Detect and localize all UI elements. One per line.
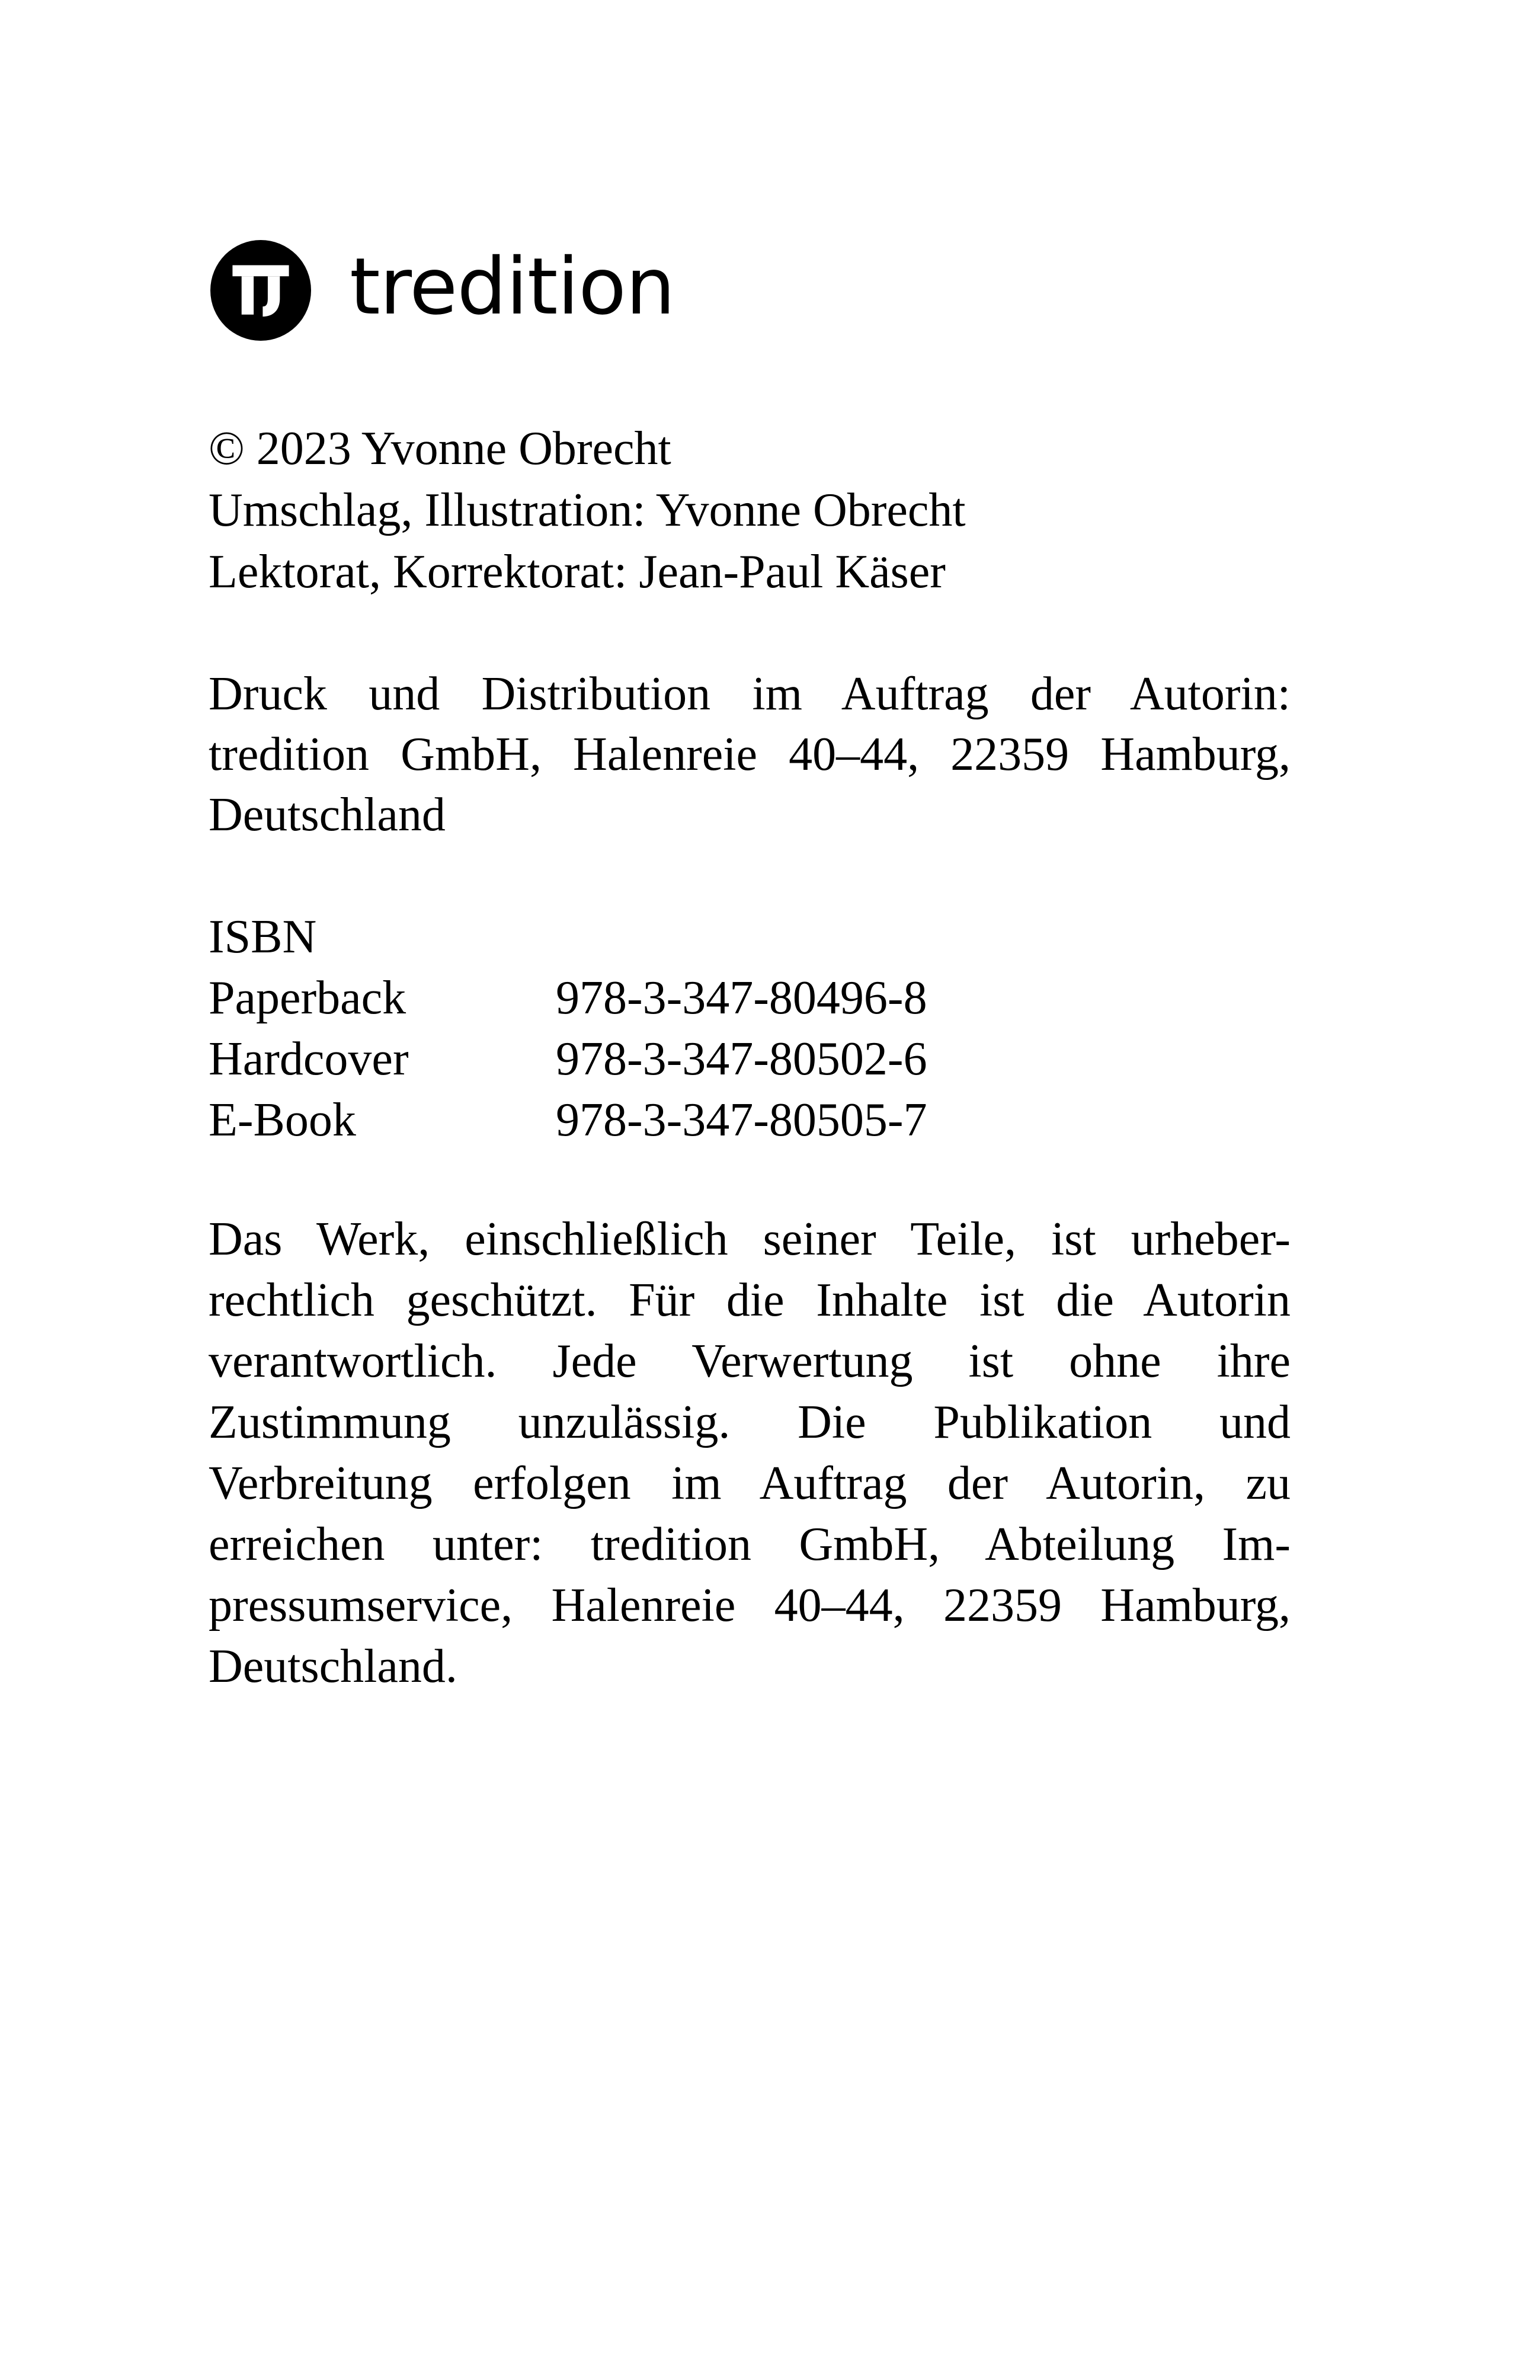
- cover-credit-line: Umschlag, Illustration: Yvonne Obrecht: [209, 484, 966, 536]
- isbn-format: Paperback: [209, 972, 406, 1024]
- isbn-row: [209, 1029, 1291, 1090]
- legal-line: rechtlich geschützt. Für die Inhalte ist die Autorin: [209, 1274, 1291, 1326]
- isbn-format: E-Book: [209, 1094, 356, 1146]
- legal-line: Das Werk, einschließlich seiner Teile, ist urheber-: [209, 1213, 1291, 1265]
- legal-line: verantwortlich. Jede Verwertung ist ohne ihre: [209, 1335, 1291, 1387]
- isbn-number: 978-3-347-80496-8: [556, 972, 927, 1024]
- isbn-block: [209, 907, 1291, 1151]
- print-line: Deutschland: [209, 789, 446, 841]
- print-line: Druck und Distribution im Auftrag der Autorin:: [209, 668, 1291, 720]
- isbn-number: 978-3-347-80505-7: [556, 1094, 927, 1146]
- isbn-number: 978-3-347-80502-6: [556, 1033, 927, 1085]
- isbn-format: Hardcover: [209, 1033, 409, 1085]
- copyright-line: © 2023 Yvonne Obrecht: [209, 423, 671, 475]
- tredition-logo-icon: [210, 240, 311, 341]
- isbn-heading: ISBN: [209, 911, 317, 963]
- print-distribution-block: [209, 664, 1291, 845]
- legal-line: erreichen unter: tredition GmbH, Abteilung Im-: [209, 1518, 1291, 1570]
- logo-wordmark: tredition: [350, 241, 675, 332]
- legal-notice-block: [209, 1209, 1291, 1697]
- isbn-row: [209, 1090, 1291, 1151]
- legal-line: Deutschland.: [209, 1640, 457, 1693]
- editing-credit-line: Lektorat, Korrektorat: Jean-Paul Käser: [209, 546, 946, 598]
- legal-line: Zustimmung unzulässig. Die Publikation und: [209, 1396, 1291, 1448]
- publisher-logo: [210, 240, 675, 341]
- isbn-row: [209, 968, 1291, 1029]
- legal-line: Verbreitung erfolgen im Auftrag der Autorin, zu: [209, 1457, 1291, 1509]
- legal-line: pressumservice, Halenreie 40–44, 22359 Hamburg,: [209, 1579, 1291, 1632]
- print-line: tredition GmbH, Halenreie 40–44, 22359 Hamburg,: [209, 728, 1291, 780]
- copyright-block: [209, 418, 1291, 603]
